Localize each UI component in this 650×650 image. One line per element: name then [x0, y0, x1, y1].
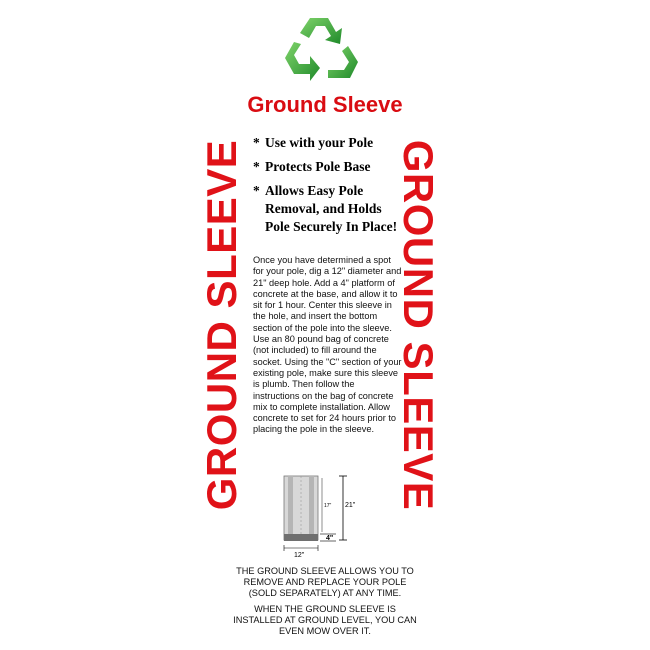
dimension-17-label: 17"	[324, 503, 332, 509]
sleeve-diagram	[270, 472, 370, 562]
dimension-12-label: 12"	[294, 552, 305, 559]
footer-note: THE GROUND SLEEVE ALLOWS YOU TO REMOVE AND REPLACE YOUR POLE (SOLD SEPARATELY) AT ANY TIME.	[236, 566, 414, 598]
feature-text: Protects Pole Base	[265, 159, 371, 174]
feature-item	[253, 158, 403, 176]
feature-item	[253, 182, 403, 236]
sleeve-wall-right	[309, 476, 314, 540]
bullet-marker: *	[253, 135, 260, 150]
side-label-left: GROUND SLEEVE	[198, 139, 245, 511]
footer-note: WHEN THE GROUND SLEEVE IS INSTALLED AT GROUND LEVEL, YOU CAN EVEN MOW OVER IT.	[233, 604, 417, 636]
footer-notes	[0, 566, 650, 642]
concrete-platform	[284, 534, 318, 541]
side-label-right: GROUND SLEEVE	[395, 139, 442, 511]
dimension-4-label: 4"	[326, 535, 334, 542]
installation-instructions: Once you have determined a spot for your pole, dig a 12" diameter and 21" deep hole. Add a 4" platform of concrete at the base, and allow it to sit for 1 hour. Center this sleeve in the hole, and insert the bottom section of the pole into the sleeve. Use an 80 pound bag of concrete (not included) to fill around the socket. Using the "C" section of your existing pole, make sure this sleeve is plumb. Then follow the instructions on the bag of concrete mix to complete installation. Allow concrete to set for 24 hours prior to placing the pole in the sleeve.	[253, 255, 402, 435]
feature-list	[253, 134, 403, 242]
dimension-21-label: 21"	[345, 502, 356, 509]
page-title: Ground Sleeve	[247, 92, 403, 117]
recycle-icon	[282, 12, 362, 88]
bullet-marker: *	[253, 183, 260, 198]
feature-item	[253, 134, 403, 152]
feature-text: Allows Easy Pole Removal, and Holds Pole Securely In Place!	[265, 183, 398, 234]
bullet-marker: *	[253, 159, 260, 174]
feature-text: Use with your Pole	[265, 135, 374, 150]
sleeve-wall-left	[288, 476, 293, 540]
